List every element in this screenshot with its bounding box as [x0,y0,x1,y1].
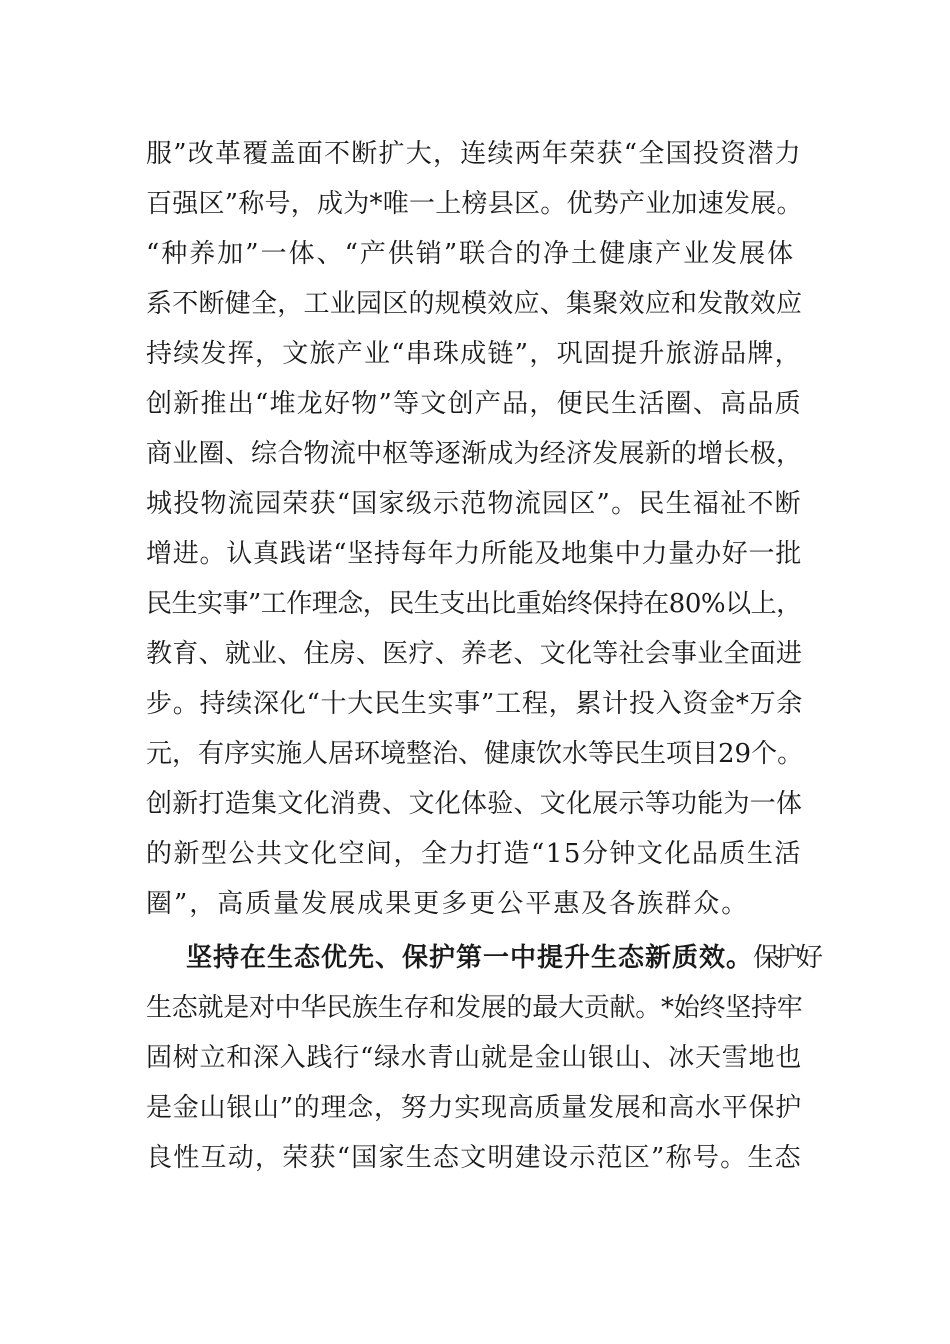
paragraph-1-line-9: 增进。认真践诺“坚持每年力所能及地集中力量办好一批 [146,539,803,569]
paragraph-1-line-16: 圈”，高质量发展成果更多更公平惠及各族群众。 [146,889,750,919]
paragraph-1-line-1: 服”改革覆盖面不断扩大，连续两年荣获“全国投资潜力 [146,139,802,169]
paragraph-2-first-line-rest: 保护好 [753,943,820,973]
paragraph-1-line-6: 创新推出“堆龙好物”等文创产品，便民生活圈、高品质 [146,389,802,419]
paragraph-1-line-7: 商业圈、综合物流中枢等逐渐成为经济发展新的增长极， [146,439,803,469]
paragraph-2-line-1 [186,938,820,978]
paragraph-1-line-4: 系不断健全，工业园区的规模效应、集聚效应和发散效应 [146,289,803,319]
paragraph-1-line-14: 创新打造集文化消费、文化体验、文化展示等功能为一体 [146,789,803,819]
paragraph-2-line-3: 固树立和深入践行“绿水青山就是金山银山、冰天雪地也 [146,1043,803,1073]
paragraph-1-line-11: 教育、就业、住房、医疗、养老、文化等社会事业全面进 [146,639,803,669]
paragraph-2-line-4: 是金山银山”的理念，努力实现高质量发展和高水平保护 [146,1093,803,1123]
paragraph-1-line-10: 民生实事”工作理念，民生支出比重始终保持在80%以上， [146,589,802,619]
paragraph-1-line-2: 百强区”称号，成为*唯一上榜县区。优势产业加速发展。 [146,189,803,219]
paragraph-1-line-3: “种养加”一体、“产供销”联合的净土健康产业发展体 [146,239,796,269]
paragraph-1-line-15: 的新型公共文化空间，全力打造“15分钟文化品质生活 [146,839,802,869]
paragraph-2-heading: 坚持在生态优先、保护第一中提升生态新质效。 [186,943,754,973]
paragraph-1-line-12: 步。持续深化“十大民生实事”工程，累计投入资金*万余 [146,689,804,719]
paragraph-1-line-5: 持续发挥，文旅产业“串珠成链”，巩固提升旅游品牌， [146,339,802,369]
paragraph-1-line-13: 元，有序实施人居环境整治、健康饮水等民生项目29个。 [146,739,804,769]
paragraph-1-line-8: 城投物流园荣获“国家级示范物流园区”。民生福祉不断 [146,489,802,519]
paragraph-2-line-5: 良性互动，荣获“国家生态文明建设示范区”称号。生态 [146,1143,802,1173]
paragraph-2-line-2: 生态就是对中华民族生存和发展的最大贡献。*始终坚持牢 [146,993,803,1023]
